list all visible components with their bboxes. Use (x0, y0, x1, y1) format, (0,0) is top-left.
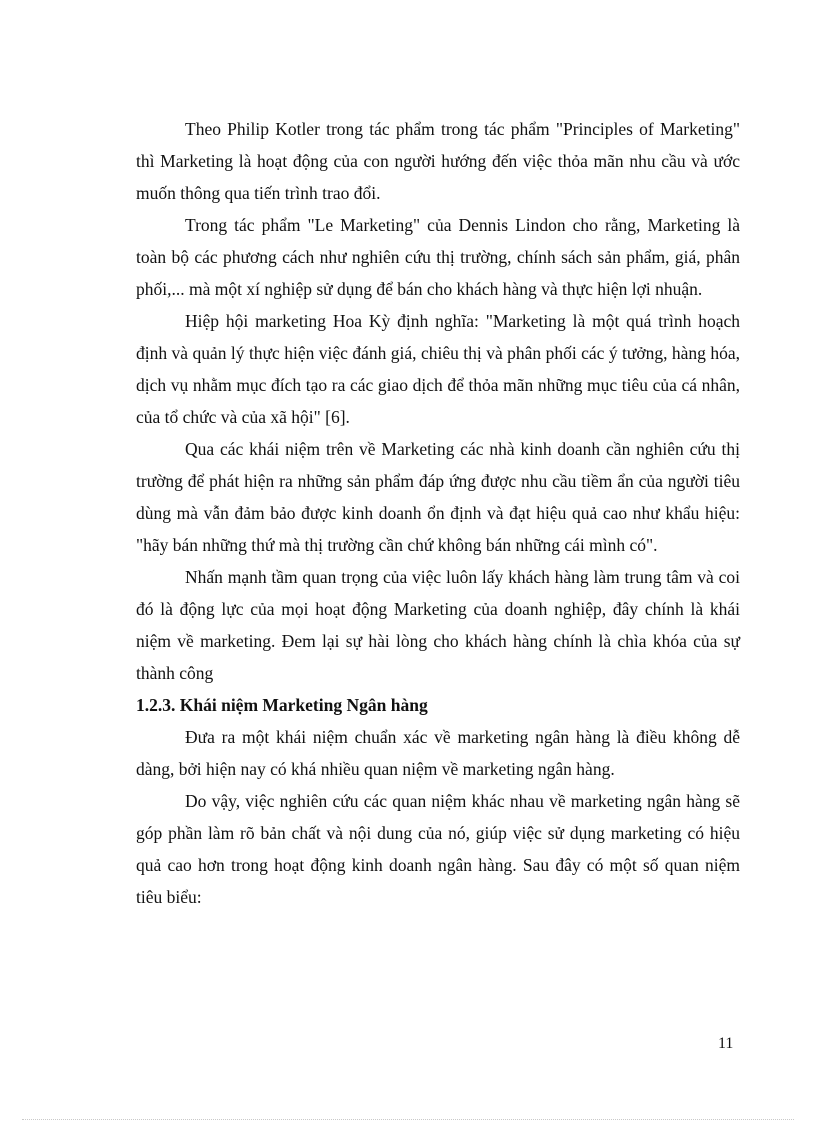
page-number: 11 (718, 1035, 734, 1052)
paragraph-kotler-definition: Theo Philip Kotler trong tác phẩm trong tác phẩm "Principles of Marketing" thì Marketing là hoạt động của con người hướng đến việc thỏa mãn nhu cầu và ước muốn thông qua tiến trình trao đổi. (136, 119, 740, 203)
paragraph-bank-marketing-views: Do vậy, việc nghiên cứu các quan niệm khác nhau về marketing ngân hàng sẽ góp phần làm rõ bản chất và nội dung của nó, giúp việc sử dụng marketing có hiệu quả cao hơn trong hoạt động kinh doanh ngân hàng. Sau đây có một số quan niệm tiêu biểu: (136, 791, 740, 907)
paragraph-customer-centric: Nhấn mạnh tầm quan trọng của việc luôn lấy khách hàng làm trung tâm và coi đó là động lực của mọi hoạt động Marketing của doanh nghiệp, đây chính là khái niệm về marketing. Đem lại sự hài lòng cho khách hàng chính là chìa khóa của sự thành công (136, 567, 740, 683)
document-body (136, 113, 740, 913)
paragraph-lindon-definition: Trong tác phẩm "Le Marketing" của Dennis Lindon cho rằng, Marketing là toàn bộ các phương cách như nghiên cứu thị trường, chính sách sản phẩm, giá, phân phối,... mà một xí nghiệp sử dụng để bán cho khách hàng và thực hiện lợi nhuận. (136, 215, 740, 299)
section-heading: 1.2.3. Khái niệm Marketing Ngân hàng (136, 695, 428, 715)
paragraph-bank-marketing-intro: Đưa ra một khái niệm chuẩn xác về marketing ngân hàng là điều không dễ dàng, bởi hiện nay có khá nhiều quan niệm về marketing ngân hàng. (136, 727, 740, 779)
paragraph-ama-definition: Hiệp hội marketing Hoa Kỳ định nghĩa: "Marketing là một quá trình hoạch định và quản lý thực hiện việc đánh giá, chiêu thị và phân phối các ý tưởng, hàng hóa, dịch vụ nhằm mục đích tạo ra các giao dịch để thỏa mãn những mục tiêu của cá nhân, của tổ chức và của xã hội" [6]. (136, 311, 740, 427)
page-edge-divider (22, 1119, 794, 1120)
paragraph-market-research: Qua các khái niệm trên về Marketing các nhà kinh doanh cần nghiên cứu thị trường để phát hiện ra những sản phẩm đáp ứng được nhu cầu tiềm ẩn của người tiêu dùng mà vẫn đảm bảo được kinh doanh ổn định và đạt hiệu quả cao như khẩu hiệu: "hãy bán những thứ mà thị trường cần chứ không bán những cái mình có". (136, 439, 740, 555)
